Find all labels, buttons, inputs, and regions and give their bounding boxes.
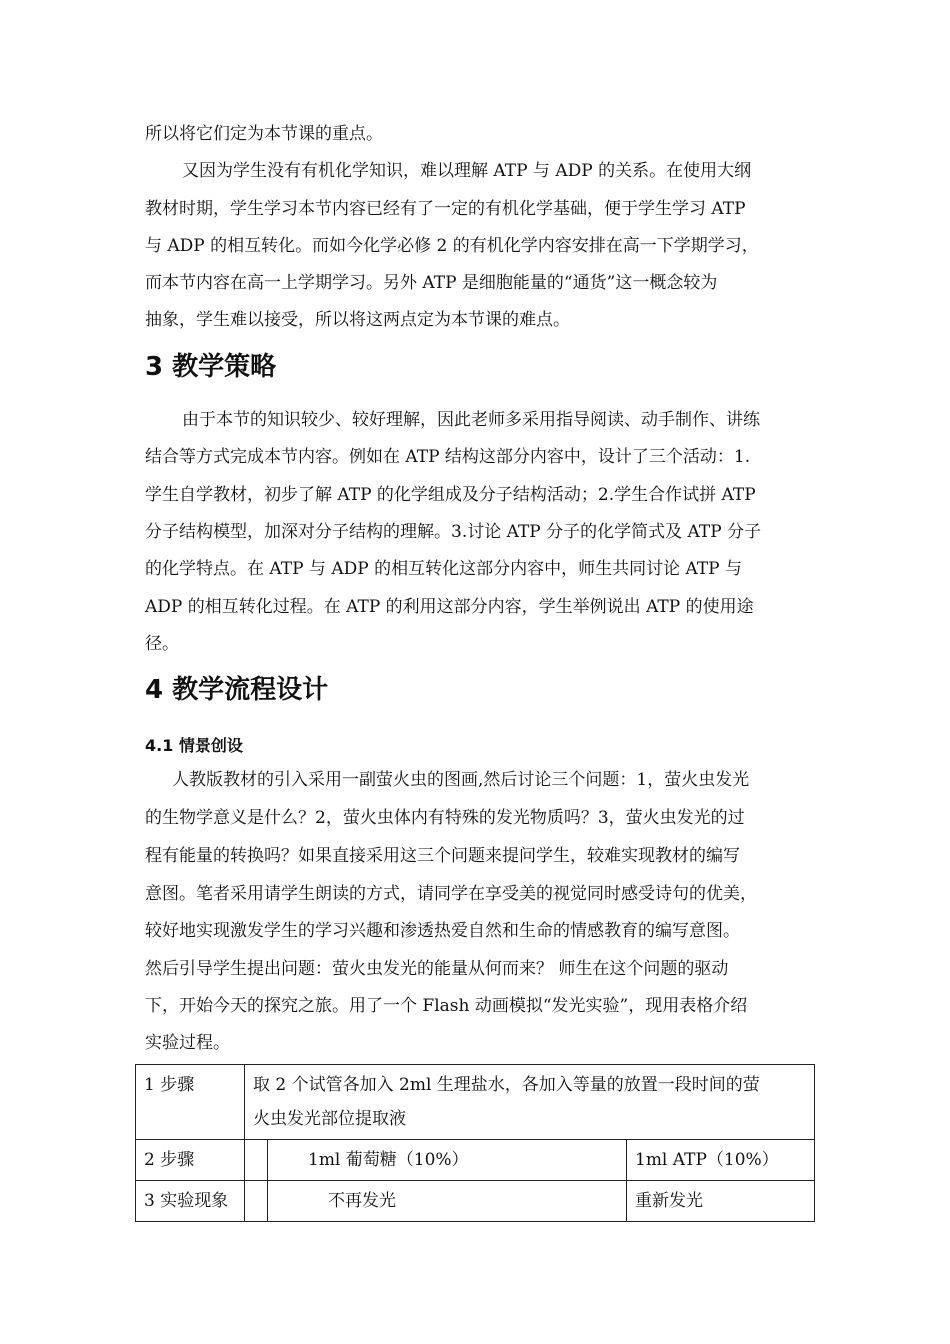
paragraph-line: 的化学特点。在 ATP 与 ADP 的相互转化这部分内容中，师生共同讨论 ATP 与: [145, 559, 743, 579]
paragraph-line: ADP 的相互转化过程。在 ATP 的利用这部分内容，学生举例说出 ATP 的使用途: [145, 597, 754, 617]
paragraph-line: 与 ADP 的相互转化。而如今化学必修 2 的有机化学内容安排在高一下学期学习，: [145, 236, 759, 256]
paragraph-line: 人教版教材的引入采用一副萤火虫的图画,然后讨论三个问题：1，萤火虫发光: [172, 770, 750, 790]
paragraph-line: 教材时期，学生学习本节内容已经有了一定的有机化学基础，便于学生学习 ATP: [145, 199, 746, 219]
paragraph-line: 分子结构模型，加深对分子结构的理解。3.讨论 ATP 分子的化学简式及 ATP 分子: [145, 522, 762, 542]
table-row: [136, 1065, 815, 1140]
table-cell-text: [245, 1065, 815, 1140]
paragraph-line: 抽象，学生难以接受，所以将这两点定为本节课的难点。: [145, 310, 570, 330]
paragraph-line: 学生自学教材，初步了解 ATP 的化学组成及分子结构活动；2.学生合作试拼 ATP: [145, 485, 756, 505]
paragraph-line: 下，开始今天的探究之旅。用了一个 Flash 动画模拟“发光实验”，现用表格介绍: [145, 996, 748, 1016]
table-cell-right: 1ml ATP（10%）: [627, 1140, 815, 1181]
table-cell-label: 3 实验现象: [136, 1181, 245, 1222]
table-cell-line: 取 2 个试管各加入 2ml 生理盐水，各加入等量的放置一段时间的萤: [253, 1075, 760, 1095]
table-cell-left: 不再发光: [268, 1181, 627, 1222]
paragraph-line: 由于本节的知识较少、较好理解，因此老师多采用指导阅读、动手制作、讲练: [182, 410, 760, 430]
table-cell-spacer: [245, 1140, 268, 1181]
paragraph-line: 径。: [145, 634, 179, 654]
table-row: [136, 1181, 815, 1222]
paragraph-line: 所以将它们定为本节课的重点。: [145, 124, 383, 144]
table-row: [136, 1140, 815, 1181]
paragraph-line: 意图。笔者采用请学生朗读的方式，请同学在享受美的视觉同时感受诗句的优美，: [145, 884, 757, 904]
experiment-table: [135, 1064, 815, 1222]
paragraph-line: 又因为学生没有有机化学知识，难以理解 ATP 与 ADP 的关系。在使用大纲: [182, 161, 752, 181]
paragraph-line: 实验过程。: [145, 1033, 230, 1053]
table-cell-spacer: [245, 1181, 268, 1222]
paragraph-line: 程有能量的转换吗？如果直接采用这三个问题来提问学生，较难实现教材的编写: [145, 846, 740, 866]
paragraph-line: 较好地实现激发学生的学习兴趣和渗透热爱自然和生命的情感教育的编写意图。: [145, 921, 740, 941]
table-cell-right: 重新发光: [627, 1181, 815, 1222]
table-cell-line: 火虫发光部位提取液: [253, 1109, 406, 1129]
paragraph-line: 然后引导学生提出问题：萤火虫发光的能量从何而来？ 师生在这个问题的驱动: [145, 959, 729, 979]
subsection-heading: 4.1 情景创设: [145, 736, 243, 755]
paragraph-line: 结合等方式完成本节内容。例如在 ATP 结构这部分内容中，设计了三个活动：1.: [145, 447, 751, 467]
section-heading: 4 教学流程设计: [145, 675, 329, 705]
table-cell-label: 2 步骤: [136, 1140, 245, 1181]
section-heading: 3 教学策略: [145, 352, 277, 382]
table-cell-label: 1 步骤: [136, 1065, 245, 1140]
paragraph-line: 而本节内容在高一上学期学习。另外 ATP 是细胞能量的“通货”这一概念较为: [145, 273, 718, 293]
paragraph-line: 的生物学意义是什么？2，萤火虫体内有特殊的发光物质吗？3，萤火虫发光的过: [145, 808, 745, 828]
table-cell-left: 1ml 葡萄糖（10%）: [268, 1140, 627, 1181]
